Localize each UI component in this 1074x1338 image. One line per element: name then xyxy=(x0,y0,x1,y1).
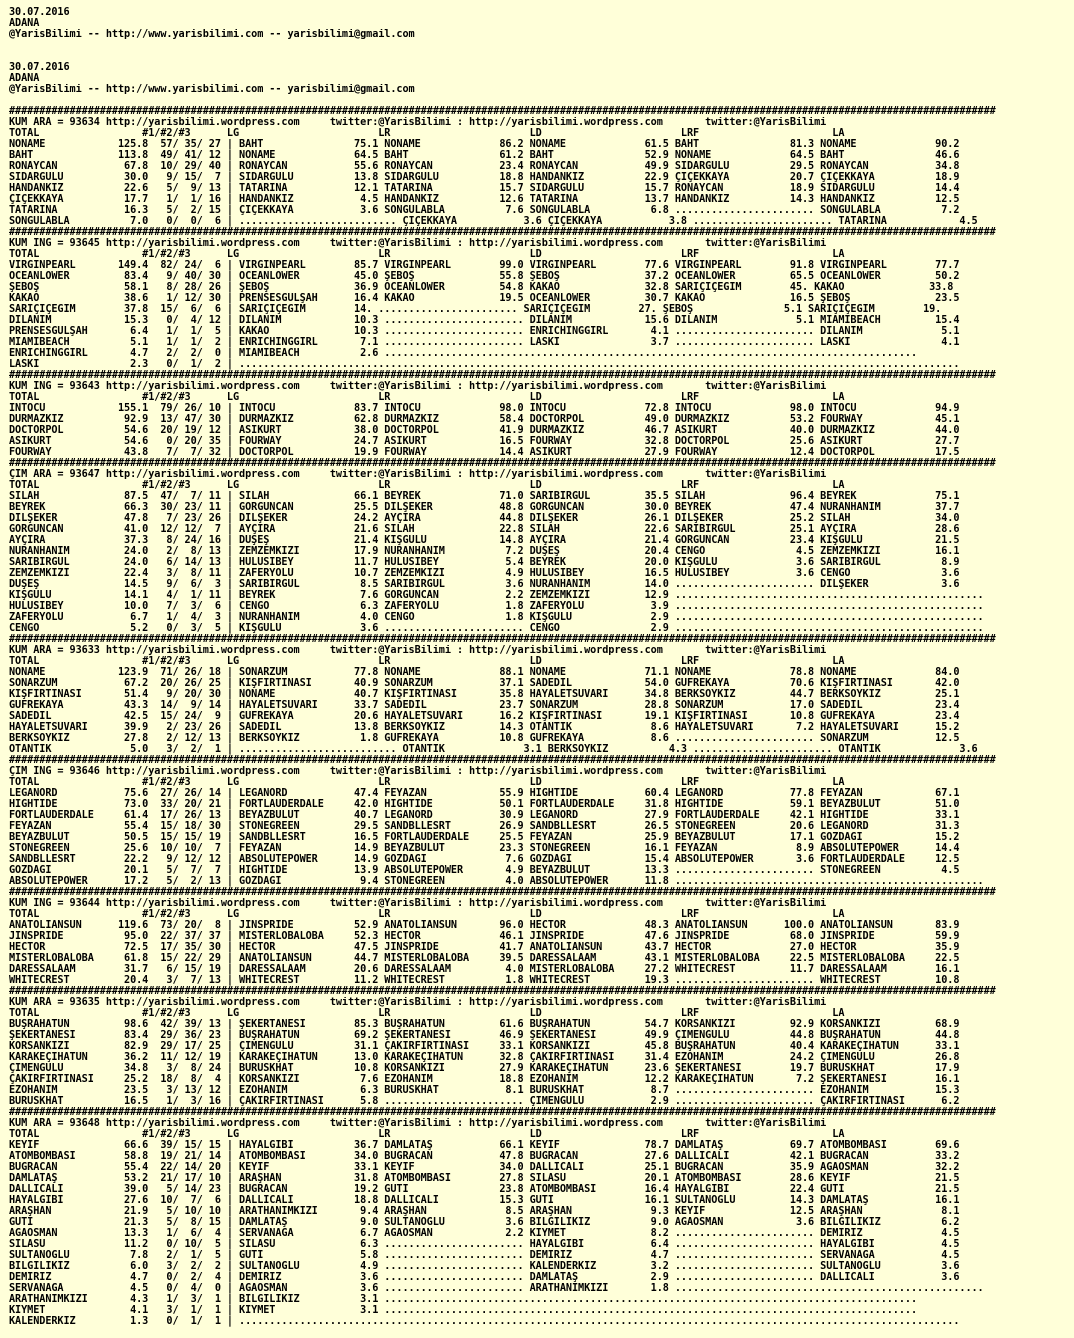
text-line: KIYMET 4.1 3/ 1/ 1 | KIYMET 3.1 ........................................................................................ xyxy=(9,1305,918,1316)
text-line: BEYREK 66.3 30/ 23/ 11 | GÖRGUNCAN 25.5 DİLŞEKER 48.8 GÖRGUNCAN 30.0 BEYREK 47.4 NURANHANIM 37.7 xyxy=(9,502,960,513)
text-line: SONGULABLA 7.0 0/ 0/ 6 | .......................... ÇİÇEKKAYA 3.6 ÇİÇEKKAYA 3.8 ....................... TATARİNA 4.5 xyxy=(9,216,978,227)
text-line: ÇIM ARA = 93647 http://yarisbilimi.wordpress.com twitter:@YarisBilimi : http://yarisbilimi.wordpress.com twitter:@YarisBilimi xyxy=(9,469,827,480)
text-line: DURMAZKIZ 92.9 13/ 47/ 30 | DURMAZKIZ 62.8 DURMAZKIZ 58.4 DOCTORPOL 49.0 DURMAZKIZ 53.2 FOURWAY 45.1 xyxy=(9,414,960,425)
text-line: HIGHTIDE 73.0 33/ 20/ 21 | FORTLAUDERDALE 42.0 HIGHTIDE 50.1 FORTLAUDERDALE 31.8 HIGHTIDE 59.1 BEYAZBULUT 51.0 xyxy=(9,799,960,810)
text-line: ÇAKIRFIRTINASI 25.2 18/ 8/ 4 | KORSANKIZI 7.6 EZÖHANIM 18.8 EZÖHANIM 12.2 KARAKEÇİHATUN 7.2 ŞEKERTANESİ 16.1 xyxy=(9,1074,960,1085)
text-line: SERVANAGA 4.5 0/ 4/ 0 | AGAOSMAN 3.6 ....................... ARATHANIMKIZI 1.8 ................................................... xyxy=(9,1283,984,1294)
text-line: ADANA xyxy=(9,73,40,84)
text-line: ANATOLIANSUN 119.6 73/ 20/ 8 | JINSPRIDE 52.9 ANATOLIANSUN 96.0 HECTOR 48.3 ANATOLIANSUN 100.0 ANATOLIANSUN 83.9 xyxy=(9,920,960,931)
text-line: RONAYCAN 67.8 10/ 29/ 40 | RONAYCAN 55.6 RONAYCAN 23.4 RONAYCAN 49.9 SIDARGÜLÜ 29.5 RONAYCAN 34.8 xyxy=(9,161,960,172)
text-line: ADANA xyxy=(9,18,40,29)
text-line: 30.07.2016 xyxy=(9,62,70,73)
text-line: KALENDERKIZ 1.3 0/ 1/ 1 | ....................................................................................................................... xyxy=(9,1316,960,1327)
text-line: HANDANKIZ 22.6 5/ 9/ 13 | TATARİNA 12.1 TATARİNA 15.7 SIDARGÜLÜ 15.7 RONAYCAN 18.9 SIDARGÜLÜ 14.4 xyxy=(9,183,960,194)
text-line: ÇIM ING = 93646 http://yarisbilimi.wordpress.com twitter:@YarisBilimi : http://yarisbilimi.wordpress.com twitter:@YarisBilimi xyxy=(9,766,827,777)
text-line: TOTAL #1/#2/#3 LG LR LD LRF LA xyxy=(9,1008,845,1019)
text-line: HAYALETSÜVARİ 39.9 2/ 23/ 26 | SADEDİL 13.8 BERKSOYKIZ 14.3 OTANTİK 8.6 HAYALETSÜVARİ 7.2 HAYALETSÜVARİ 15.2 xyxy=(9,722,960,733)
text-line: ZAFERYOLU 6.7 1/ 4/ 3 | NURANHANIM 4.0 CENGO 1.8 KİŞGÜLÜ 2.9 ................................................... xyxy=(9,612,984,623)
text-line: DOCTORPOL 54.6 20/ 19/ 12 | ASİKURT 38.0 DOCTORPOL 41.9 DURMAZKIZ 46.7 ASİKURT 40.0 DURMAZKIZ 44.0 xyxy=(9,425,960,436)
text-line: DAMLATAŞ 53.2 21/ 17/ 10 | ARAŞHAN 31.8 ATOMBOMBASI 27.8 SİLASU 20.1 ATOMBOMBASI 28.6 KEYİF 21.5 xyxy=(9,1173,960,1184)
text-line xyxy=(9,40,1074,51)
text-line: ARATHANIMKIZI 4.3 1/ 3/ 1 | BILGILIKIZ 3.1 ........................................................................................ xyxy=(9,1294,918,1305)
text-line: FORTLAUDERDALE 61.4 17/ 26/ 13 | BEYAZBULUT 40.7 LEGANORD 30.9 LEGANORD 27.9 FORTLAUDERDALE 42.1 HIGHTIDE 33.1 xyxy=(9,810,960,821)
text-line: KUM ARA = 93634 http://yarisbilimi.wordpress.com twitter:@YarisBilimi : http://yarisbilimi.wordpress.com twitter:@YarisBilimi xyxy=(9,117,827,128)
text-line: KİŞGÜLÜ 14.1 4/ 1/ 11 | BEYREK 7.6 GÖRGUNCAN 2.2 ZEMZEMKIZI 12.9 ................................................... xyxy=(9,590,984,601)
text-line: SULTANOGLU 7.8 2/ 1/ 5 | GUTİ 5.8 ....................... DEMİRİZ 4.7 ....................... SERVANAGA 4.5 xyxy=(9,1250,960,1261)
text-line: SİLAH 87.5 47/ 7/ 11 | SİLAH 66.1 BEYREK 71.0 SARIBİRGÜL 35.5 SİLAH 96.4 BEYREK 75.1 xyxy=(9,491,960,502)
text-line: NONAME 123.9 71/ 26/ 18 | SONARZUM 77.8 NONAME 88.1 NONAME 71.1 NONAME 78.8 NONAME 84.0 xyxy=(9,667,960,678)
text-line: KARAKEÇİHATUN 36.2 11/ 12/ 19 | KARAKEÇİHATUN 13.0 KARAKEÇİHATUN 32.8 ÇAKIRFIRTINASI 31.4 EZÖHANIM 24.2 ÇİMENGÜLÜ 26.8 xyxy=(9,1052,960,1063)
text-line: SIDARGÜLÜ 30.0 9/ 15/ 7 | SIDARGÜLÜ 13.8 SIDARGÜLÜ 18.8 HANDANKIZ 22.9 ÇİÇEKKAYA 20.7 ÇİÇEKKAYA 18.9 xyxy=(9,172,960,183)
text-line: ASİKURT 54.6 0/ 20/ 35 | FOURWAY 24.7 ASİKURT 16.5 FOURWAY 32.8 DOCTORPOL 25.6 ASİKURT 27.7 xyxy=(9,436,960,447)
text-line: MISTERLOBALOBA 61.8 15/ 22/ 29 | ANATOLIANSUN 44.7 MISTERLOBALOBA 39.5 DARESSALAAM 43.1 MISTERLOBALOBA 22.5 MISTERLOBALOBA 22.5 xyxy=(9,953,960,964)
text-line: ################################################################################################################################################################### xyxy=(9,1107,996,1118)
text-line: @YarisBilimi -- http://www.yarisbilimi.com -- yarisbilimi@gmail.com xyxy=(9,84,415,95)
text-line: SONARZUM 67.2 20/ 26/ 25 | KIŞFIRTINASI 40.9 SONARZUM 37.1 SADEDİL 54.0 GÜFREKAYA 70.6 KIŞFIRTINASI 42.0 xyxy=(9,678,960,689)
text-line: KORSANKIZI 82.9 29/ 17/ 25 | ÇİMENGÜLÜ 31.1 ÇAKIRFIRTINASI 33.1 KORSANKIZI 45.8 BUŞRAHATUN 40.4 KARAKEÇİHATUN 33.1 xyxy=(9,1041,960,1052)
text-line: KUM ARA = 93648 http://yarisbilimi.wordpress.com twitter:@YarisBilimi : http://yarisbilimi.wordpress.com twitter:@YarisBilimi xyxy=(9,1118,827,1129)
text-line: GÖZDAGI 20.1 5/ 7/ 7 | HIGHTIDE 13.9 ABSOLUTEPOWER 4.9 BEYAZBULUT 13.3 ....................... STONEGREEN 4.5 xyxy=(9,865,960,876)
text-line: ZEMZEMKIZI 22.4 3/ 8/ 11 | ZAFERYOLU 10.7 ZEMZEMKIZI 4.9 HULUSİBEY 16.5 HULUSİBEY 3.6 CENGO 3.6 xyxy=(9,568,960,579)
text-line: ################################################################################################################################################################### xyxy=(9,986,996,997)
text-line: BEYAZBULUT 50.5 15/ 15/ 19 | SANDBLLESRT 16.5 FORTLAUDERDALE 25.5 FEYAZAN 25.9 BEYAZBULUT 17.1 GÖZDAGI 15.2 xyxy=(9,832,960,843)
text-line: ÇİMENGÜLÜ 34.8 3/ 8/ 24 | BURUSKHAT 10.8 KORSANKIZI 27.9 KARAKEÇİHATUN 23.6 ŞEKERTANESİ 19.7 BURUSKHAT 17.9 xyxy=(9,1063,960,1074)
text-line: SANDBLLESRT 22.2 9/ 12/ 12 | ABSOLUTEPOWER 14.9 GÖZDAGI 7.6 GÖZDAGI 15.4 ABSOLUTEPOWER 3.6 FORTLAUDERDALE 12.5 xyxy=(9,854,960,865)
text-line: CENGO 5.2 0/ 3/ 5 | KİŞGÜLÜ 3.6 ....................... CENGO 2.9 ................................................... xyxy=(9,623,984,634)
text-line: BAHT 113.8 49/ 41/ 12 | NONAME 64.5 BAHT 61.2 BAHT 52.9 NONAME 64.5 BAHT 46.6 xyxy=(9,150,960,161)
text-line: KUM ARA = 93633 http://yarisbilimi.wordpress.com twitter:@YarisBilimi : http://yarisbilimi.wordpress.com twitter:@YarisBilimi xyxy=(9,645,827,656)
text-line: ################################################################################################################################################################### xyxy=(9,887,996,898)
text-line: @YarisBilimi -- http://www.yarisbilimi.com -- yarisbilimi@gmail.com xyxy=(9,29,415,40)
text-line: ################################################################################################################################################################### xyxy=(9,370,996,381)
text-line: SADEDİL 42.5 15/ 24/ 9 | GÜFREKAYA 20.6 HAYALETSÜVARİ 16.2 KIŞFIRTINASI 19.1 KIŞFIRTINASI 10.8 GÜFREKAYA 23.4 xyxy=(9,711,960,722)
text-line: AGAOSMAN 13.3 1/ 6/ 4 | SERVANAGA 6.7 AGAOSMAN 2.2 KIYMET 8.2 ....................... DEMİRİZ 4.5 xyxy=(9,1228,960,1239)
text-line: STONEGREEN 25.6 10/ 10/ 7 | FEYAZAN 14.9 BEYAZBULUT 23.3 STONEGREEN 16.1 FEYAZAN 8.9 ABSOLUTEPOWER 14.4 xyxy=(9,843,960,854)
text-line: TOTAL #1/#2/#3 LG LR LD LRF LA xyxy=(9,909,845,920)
text-line: ŞEBOŞ 58.1 8/ 28/ 26 | ŞEBOŞ 36.9 OCEANLOWER 54.8 KAKAO 32.8 SARIÇİÇEGİM 45. KAKAO 33.8 xyxy=(9,282,954,293)
text-line: NURANHANIM 24.0 2/ 8/ 13 | ZEMZEMKIZI 17.9 NURANHANIM 7.2 DÜŞEŞ 20.4 CENGO 4.5 ZEMZEMKIZI 16.1 xyxy=(9,546,960,557)
text-line: ################################################################################################################################################################### xyxy=(9,634,996,645)
text-line: TOTAL #1/#2/#3 LG LR LD LRF LA xyxy=(9,656,845,667)
text-line: OCEANLOWER 83.4 9/ 40/ 30 | OCEANLOWER 45.0 ŞEBOŞ 55.8 ŞEBOŞ 37.2 OCEANLOWER 65.5 OCEANLOWER 50.2 xyxy=(9,271,960,282)
text-line: BILGILIKIZ 6.0 3/ 2/ 2 | SULTANOGLU 4.9 ....................... KALENDERKIZ 3.2 ....................... SULTANOGLU 3.6 xyxy=(9,1261,960,1272)
text-line: HAYALGİBİ 27.6 10/ 7/ 6 | DALLICALİ 18.8 DALLICALİ 15.3 GUTİ 16.1 SULTANOGLU 14.3 DAMLATAŞ 16.1 xyxy=(9,1195,960,1206)
text-line: KIŞFIRTINASI 51.4 9/ 20/ 30 | NONAME 40.7 KIŞFIRTINASI 35.8 HAYALETSÜVARİ 34.8 BERKSOYKIZ 44.7 BERKSOYKIZ 25.1 xyxy=(9,689,960,700)
text-line: TOTAL #1/#2/#3 LG LR LD LRF LA xyxy=(9,392,845,403)
text-line: LASKİ 2.3 0/ 1/ 2 | ....................................................................................................................... xyxy=(9,359,960,370)
text-line: GÖRGUNCAN 41.0 12/ 12/ 7 | AYÇİRA 21.6 SİLAH 22.8 SİLAH 22.6 SARIBİRGÜL 25.1 AYÇİRA 28.6 xyxy=(9,524,960,535)
text-line: KEYİF 66.6 39/ 15/ 15 | HAYALGİBİ 36.7 DAMLATAŞ 66.1 KEYİF 78.7 DAMLATAŞ 69.7 ATOMBOMBASI 69.6 xyxy=(9,1140,960,1151)
text-line: ÇİÇEKKAYA 17.7 1/ 1/ 16 | HANDANKIZ 4.5 HANDANKIZ 12.6 TATARİNA 13.7 HANDANKIZ 14.3 HANDANKIZ 12.5 xyxy=(9,194,960,205)
text-line: TOTAL #1/#2/#3 LG LR LD LRF LA xyxy=(9,777,845,788)
text-line xyxy=(9,51,1074,62)
text-line: TOTAL #1/#2/#3 LG LR LD LRF LA xyxy=(9,1129,845,1140)
text-line: TOTAL #1/#2/#3 LG LR LD LRF LA xyxy=(9,249,845,260)
text-line: ################################################################################################################################################################### xyxy=(9,227,996,238)
text-line: DEMİRİZ 4.7 0/ 2/ 4 | DEMİRİZ 3.6 ....................... DAMLATAŞ 2.9 ....................... DALLICALİ 3.6 xyxy=(9,1272,960,1283)
text-line: PRENSESGÜLŞAH 6.4 1/ 1/ 5 | KAKAO 10.3 ....................... ENRİCHINGGIRL 4.1 ....................... DİLANİM 5.1 xyxy=(9,326,960,337)
text-line: 30.07.2016 xyxy=(9,7,70,18)
text-line: SARIBİRGÜL 24.0 6/ 14/ 13 | HULUSİBEY 11.7 HULUSİBEY 5.4 BEYREK 20.0 KİŞGÜLÜ 3.6 SARIBİRGÜL 8.9 xyxy=(9,557,960,568)
text-line: MİAMİBEACH 5.1 1/ 1/ 2 | ENRİCHINGGIRL 7.1 ....................... LASKİ 3.7 ....................... LASKİ 4.1 xyxy=(9,337,960,348)
text-line: NONAME 125.8 57/ 35/ 27 | BAHT 75.1 NONAME 86.2 NONAME 61.5 BAHT 81.3 NONAME 90.2 xyxy=(9,139,960,150)
text-line: BUGRACAN 55.4 22/ 14/ 20 | KEYİF 33.1 KEYİF 34.0 DALLICALİ 25.1 BUGRACAN 35.9 AGAOSMAN 32.2 xyxy=(9,1162,960,1173)
text-line: GÜFREKAYA 43.3 14/ 9/ 14 | HAYALETSÜVARİ 33.7 SADEDİL 23.7 SONARZUM 28.8 SONARZUM 17.0 SADEDİL 23.4 xyxy=(9,700,960,711)
text-line: KUM ING = 93645 http://yarisbilimi.wordpress.com twitter:@YarisBilimi : http://yarisbilimi.wordpress.com twitter:@YarisBilimi xyxy=(9,238,827,249)
text-line: SARIÇİÇEGİM 37.8 15/ 6/ 6 | SARIÇİÇEGİM 14. ....................... SARIÇİÇEGİM 27. ŞEBOŞ 5.1 SARIÇİÇEGİM 19. xyxy=(9,304,942,315)
text-line: AYÇİRA 37.3 8/ 24/ 16 | DÜŞEŞ 21.4 KİŞGÜLÜ 14.8 AYÇİRA 21.4 GÖRGUNCAN 23.4 KİŞGÜLÜ 21.5 xyxy=(9,535,960,546)
text-line: TOTAL #1/#2/#3 LG LR LD LRF LA xyxy=(9,480,845,491)
text-line: GUTİ 21.3 5/ 8/ 15 | DAMLATAŞ 9.0 SULTANOGLU 3.6 BILGILIKIZ 9.0 AGAOSMAN 3.6 BILGILIKIZ 6.2 xyxy=(9,1217,960,1228)
text-line: DİLŞEKER 47.8 7/ 23/ 26 | DİLŞEKER 24.2 AYÇİRA 44.8 DİLŞEKER 26.1 DİLŞEKER 25.2 SİLAH 34.0 xyxy=(9,513,960,524)
text-line: ################################################################################################################################################################### xyxy=(9,755,996,766)
text-line: TOTAL #1/#2/#3 LG LR LD LRF LA xyxy=(9,128,845,139)
text-line: TATARİNA 16.3 5/ 2/ 15 | ÇİÇEKKAYA 3.6 SONGULABLA 7.6 SONGULABLA 6.8 ....................... SONGULABLA 7.2 xyxy=(9,205,960,216)
text-line: WHITECREST 20.4 3/ 7/ 13 | WHITECREST 11.2 WHITECREST 1.8 WHITECREST 19.3 ....................... WHITECREST 10.8 xyxy=(9,975,960,986)
text-line: HECTOR 72.5 17/ 35/ 30 | HECTOR 47.5 JINSPRIDE 41.7 ANATOLIANSUN 43.7 HECTOR 27.0 HECTOR 35.9 xyxy=(9,942,960,953)
text-line: DALLICALİ 39.0 5/ 14/ 23 | BUGRACAN 19.2 GUTİ 23.8 ATOMBOMBASI 16.4 HAYALGİBİ 22.4 GUTİ 21.5 xyxy=(9,1184,960,1195)
text-line: ABSOLUTEPOWER 17.2 5/ 2/ 13 | GÖZDAGI 9.4 STONEGREEN 4.0 ABSOLUTEPOWER 11.8 ................................................... xyxy=(9,876,984,887)
text-line: ENRİCHINGGIRL 4.7 2/ 2/ 0 | MİAMİBEACH 2.6 ........................................................................................ xyxy=(9,348,918,359)
text-line: BUŞRAHATUN 98.6 42/ 39/ 13 | ŞEKERTANESİ 85.3 BUŞRAHATUN 61.6 BUŞRAHATUN 54.7 KORSANKIZI 92.9 KORSANKIZI 68.9 xyxy=(9,1019,960,1030)
text-line: VIRGINPEARL 149.4 82/ 24/ 6 | VIRGINPEARL 85.7 VIRGINPEARL 99.0 VIRGINPEARL 77.6 VIRGINPEARL 91.8 VIRGINPEARL 77.7 xyxy=(9,260,960,271)
text-line: SİLASU 11.2 0/ 10/ 5 | SİLASU 6.3 ....................... HAYALGİBİ 6.4 ....................... HAYALGİBİ 4.5 xyxy=(9,1239,960,1250)
text-line: BURUSKHAT 16.5 1/ 3/ 16 | ÇAKIRFIRTINASI 5.8 ....................... ÇİMENGÜLÜ 2.9 ....................... ÇAKIRFIRTINASI 6.2 xyxy=(9,1096,960,1107)
text-line: EZÖHANIM 23.5 3/ 13/ 12 | EZÖHANIM 6.3 BURUSKHAT 8.1 BURUSKHAT 8.7 ....................... EZÖHANIM 15.3 xyxy=(9,1085,960,1096)
text-line: LEGANORD 75.6 27/ 26/ 14 | LEGANORD 47.4 FEYAZAN 55.9 HIGHTIDE 60.4 LEGANORD 77.8 FEYAZAN 67.1 xyxy=(9,788,960,799)
text-line: ŞEKERTANESİ 83.4 29/ 36/ 23 | BUŞRAHATUN 69.2 ŞEKERTANESİ 46.9 ŞEKERTANESİ 49.9 ÇİMENGÜLÜ 44.8 BUŞRAHATUN 44.8 xyxy=(9,1030,960,1041)
text-line xyxy=(9,95,1074,106)
text-line: BERKSOYKIZ 27.8 2/ 12/ 13 | BERKSOYKIZ 1.8 GÜFREKAYA 10.8 GÜFREKAYA 8.6 ....................... SONARZUM 12.5 xyxy=(9,733,960,744)
text-line: OTANTİK 5.0 3/ 2/ 1 | .......................... OTANTİK 3.1 BERKSOYKIZ 4.3 ....................... OTANTİK 3.6 xyxy=(9,744,978,755)
text-line: ARAŞHAN 21.9 5/ 10/ 10 | ARATHANIMKIZI 9.4 ARAŞHAN 8.5 ARAŞHAN 9.3 KEYİF 12.5 ARAŞHAN 8.1 xyxy=(9,1206,960,1217)
text-line: ################################################################################################################################################################### xyxy=(9,458,996,469)
text-line: ATOMBOMBASI 58.8 19/ 21/ 14 | ATOMBOMBASI 34.0 BUGRACAN 47.8 BUGRACAN 27.6 DALLICALİ 42.1 BUGRACAN 33.2 xyxy=(9,1151,960,1162)
text-line: KUM ARA = 93635 http://yarisbilimi.wordpress.com twitter:@YarisBilimi : http://yarisbilimi.wordpress.com twitter:@YarisBilimi xyxy=(9,997,827,1008)
text-line: DARESSALAAM 31.7 6/ 15/ 19 | DARESSALAAM 20.6 DARESSALAAM 4.0 MISTERLOBALOBA 27.2 WHITECREST 11.7 DARESSALAAM 16.1 xyxy=(9,964,960,975)
text-line: FOURWAY 43.8 7/ 7/ 32 | DOCTORPOL 19.9 FOURWAY 14.4 ASİKURT 27.9 FOURWAY 12.4 DOCTORPOL 17.5 xyxy=(9,447,960,458)
text-line: JINSPRIDE 95.0 22/ 37/ 37 | MISTERLOBALOBA 52.3 HECTOR 46.1 JINSPRIDE 47.6 JINSPRIDE 68.0 JINSPRIDE 59.9 xyxy=(9,931,960,942)
text-line: DİLANİM 15.3 0/ 4/ 12 | DİLANİM 10.3 ....................... DİLANİM 15.6 DİLANİM 5.1 MİAMİBEACH 15.4 xyxy=(9,315,960,326)
text-line: KUM ING = 93643 http://yarisbilimi.wordpress.com twitter:@YarisBilimi : http://yarisbilimi.wordpress.com twitter:@YarisBilimi xyxy=(9,381,827,392)
text-line: FEYAZAN 55.4 15/ 18/ 30 | STONEGREEN 29.5 SANDBLLESRT 26.9 SANDBLLESRT 26.5 STONEGREEN 20.6 LEGANORD 31.3 xyxy=(9,821,960,832)
text-line: KAKAO 38.6 1/ 12/ 30 | PRENSESGÜLŞAH 16.4 KAKAO 19.5 OCEANLOWER 30.7 KAKAO 16.5 ŞEBOŞ 23.5 xyxy=(9,293,960,304)
text-line: DÜŞEŞ 14.5 9/ 6/ 3 | SARIBİRGÜL 8.5 SARIBİRGÜL 3.6 NURANHANIM 14.0 ....................... DİLŞEKER 3.6 xyxy=(9,579,960,590)
text-line: INTOCU 155.1 79/ 26/ 10 | INTOCU 83.7 INTOCU 98.0 INTOCU 72.8 INTOCU 98.0 INTOCU 94.9 xyxy=(9,403,960,414)
text-line xyxy=(9,1327,1074,1338)
text-line: KUM ING = 93644 http://yarisbilimi.wordpress.com twitter:@YarisBilimi : http://yarisbilimi.wordpress.com twitter:@YarisBilimi xyxy=(9,898,827,909)
text-line: HULUSİBEY 10.0 7/ 3/ 6 | CENGO 6.3 ZAFERYOLU 1.8 ZAFERYOLU 3.9 ................................................... xyxy=(9,601,984,612)
text-line: ################################################################################################################################################################### xyxy=(9,106,996,117)
